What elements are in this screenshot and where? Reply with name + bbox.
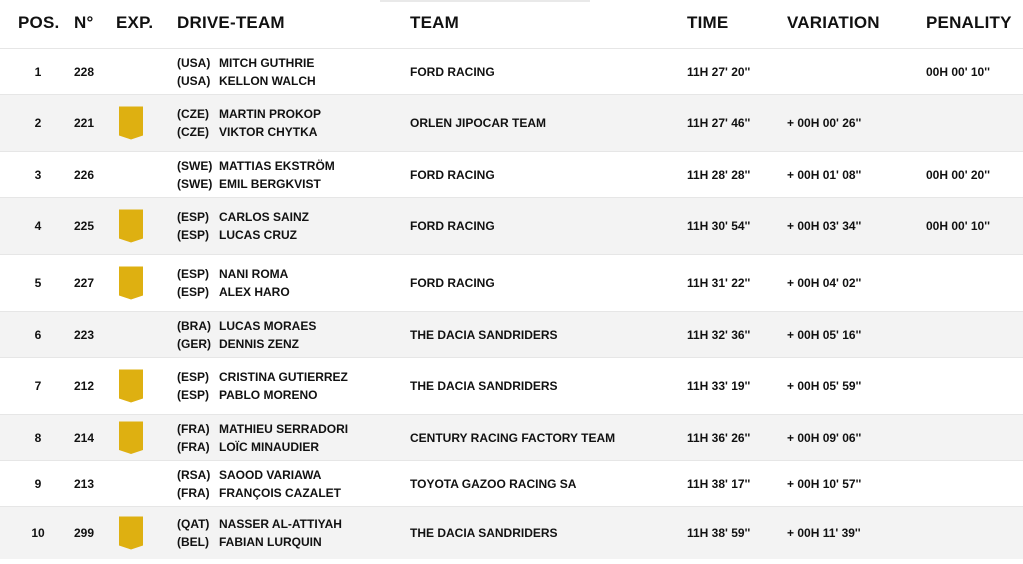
- position-cell: 5: [34, 276, 42, 290]
- driver-nationality: (ESP): [177, 228, 210, 242]
- driver-line: [177, 466, 341, 484]
- header-team: TEAM: [410, 13, 459, 32]
- expert-flag-icon: [119, 370, 143, 403]
- expert-flag-icon: [119, 517, 143, 550]
- header-variation: VARIATION: [787, 13, 880, 32]
- driver-name[interactable]: MARTIN PROKOP: [219, 107, 321, 121]
- position-cell: 2: [34, 116, 42, 130]
- driver-nationality: (FRA): [177, 485, 210, 500]
- expert-flag-icon: [119, 210, 143, 243]
- variation-cell: + 00H 03' 34'': [787, 219, 862, 233]
- driver-name[interactable]: EMIL BERGKVIST: [219, 176, 321, 191]
- driver-line: [177, 283, 290, 301]
- driver-name[interactable]: NASSER AL-ATTIYAH: [219, 517, 342, 531]
- drivers-cell: [177, 265, 290, 301]
- expert-cell: [119, 467, 143, 500]
- drivers-cell: [177, 208, 309, 244]
- time-cell: 11H 30' 54'': [687, 219, 751, 233]
- penalty-cell: 00H 00' 20'': [926, 167, 990, 182]
- expert-cell: [119, 267, 143, 300]
- team-cell: ORLEN JIPOCAR TEAM: [410, 116, 547, 130]
- expert-cell: [119, 55, 143, 88]
- expert-flag-icon: [119, 267, 143, 300]
- driver-line: [177, 484, 341, 502]
- expert-cell: [119, 318, 143, 351]
- table-row[interactable]: [0, 311, 1023, 357]
- header-penalty: PENALITY: [926, 13, 1012, 32]
- position-cell: 1: [34, 64, 42, 79]
- drivers-cell: [177, 368, 348, 404]
- driver-line: [177, 157, 335, 175]
- position-cell: 9: [34, 476, 42, 491]
- driver-nationality: (BEL): [177, 535, 209, 549]
- expert-flag-icon: [119, 107, 143, 140]
- driver-line: [177, 420, 348, 438]
- team-cell: THE DACIA SANDRIDERS: [410, 327, 558, 342]
- table-row[interactable]: [0, 197, 1023, 254]
- driver-name[interactable]: LUCAS MORAES: [219, 318, 317, 333]
- time-cell: 11H 31' 22'': [687, 276, 751, 290]
- car-number-cell: 214: [74, 430, 95, 445]
- table-row[interactable]: [0, 506, 1023, 559]
- driver-nationality: (CZE): [177, 107, 209, 121]
- driver-line: [177, 515, 342, 533]
- driver-line: [177, 438, 348, 456]
- drivers-cell: [177, 157, 335, 193]
- table-row[interactable]: [0, 357, 1023, 414]
- expert-cell: [119, 370, 143, 403]
- driver-nationality: (ESP): [177, 370, 210, 384]
- header-drive-team: DRIVE-TEAM: [177, 13, 285, 32]
- driver-line: [177, 335, 316, 353]
- driver-nationality: (QAT): [177, 517, 210, 531]
- drivers-cell: [177, 54, 316, 90]
- driver-name[interactable]: MATTIAS EKSTRÖM: [219, 158, 335, 173]
- driver-nationality: (FRA): [177, 421, 210, 436]
- driver-name[interactable]: MITCH GUTHRIE: [219, 55, 315, 70]
- expert-cell: [119, 107, 143, 140]
- team-cell: TOYOTA GAZOO RACING SA: [410, 476, 577, 491]
- driver-line: [177, 317, 316, 335]
- driver-line: [177, 368, 348, 386]
- drivers-cell: [177, 420, 348, 456]
- driver-name[interactable]: PABLO MORENO: [219, 388, 318, 402]
- time-cell: 11H 27' 46'': [687, 116, 751, 130]
- time-cell: 11H 33' 19'': [687, 379, 751, 393]
- table-row[interactable]: [0, 414, 1023, 460]
- header-time: TIME: [687, 13, 729, 32]
- expert-cell: [119, 421, 143, 454]
- expert-cell: [119, 210, 143, 243]
- driver-line: [177, 265, 290, 283]
- variation-cell: + 00H 05' 16'': [787, 327, 862, 342]
- expert-cell: [119, 158, 143, 191]
- driver-line: [177, 123, 321, 141]
- position-cell: 7: [34, 379, 42, 393]
- header-number: N°: [74, 13, 94, 32]
- variation-cell: + 00H 05' 59'': [787, 379, 862, 393]
- driver-nationality: (SWE): [177, 158, 213, 173]
- time-cell: 11H 32' 36'': [687, 327, 751, 342]
- time-cell: 11H 38' 59'': [687, 526, 751, 540]
- position-cell: 6: [34, 327, 42, 342]
- driver-name[interactable]: SAOOD VARIAWA: [219, 467, 322, 482]
- team-cell: FORD RACING: [410, 64, 495, 79]
- driver-nationality: (ESP): [177, 285, 210, 299]
- position-cell: 3: [34, 167, 42, 182]
- table-row[interactable]: [0, 151, 1023, 197]
- driver-nationality: (BRA): [177, 318, 211, 333]
- car-number-cell: 225: [74, 219, 95, 233]
- driver-line: [177, 208, 309, 226]
- variation-cell: + 00H 10' 57'': [787, 476, 862, 491]
- drivers-cell: [177, 105, 321, 141]
- driver-name[interactable]: DENNIS ZENZ: [219, 336, 300, 351]
- driver-nationality: (ESP): [177, 388, 210, 402]
- car-number-cell: 299: [74, 526, 95, 540]
- expert-cell: [119, 517, 143, 550]
- driver-line: [177, 72, 316, 90]
- car-number-cell: 213: [74, 476, 95, 491]
- driver-name[interactable]: FRANÇOIS CAZALET: [219, 485, 341, 500]
- team-cell: THE DACIA SANDRIDERS: [410, 526, 558, 540]
- header-exp: EXP.: [116, 13, 154, 32]
- table-row[interactable]: [0, 254, 1023, 311]
- variation-cell: + 00H 11' 39'': [787, 526, 861, 540]
- table-body: [0, 48, 1023, 559]
- variation-cell: + 00H 09' 06'': [787, 430, 862, 445]
- car-number-cell: 226: [74, 167, 95, 182]
- driver-nationality: (ESP): [177, 267, 210, 281]
- position-cell: 8: [34, 430, 42, 445]
- team-cell: FORD RACING: [410, 167, 495, 182]
- driver-name[interactable]: CRISTINA GUTIERREZ: [219, 370, 348, 384]
- variation-cell: + 00H 00' 26'': [787, 116, 862, 130]
- driver-line: [177, 226, 309, 244]
- driver-name[interactable]: MATHIEU SERRADORI: [219, 421, 349, 436]
- driver-nationality: (ESP): [177, 210, 210, 224]
- time-cell: 11H 27' 20'': [687, 64, 751, 79]
- penalty-cell: 00H 00' 10'': [926, 219, 990, 233]
- driver-nationality: (FRA): [177, 439, 210, 454]
- table-row[interactable]: [0, 460, 1023, 506]
- driver-name[interactable]: ALEX HARO: [219, 285, 290, 299]
- table-row[interactable]: [0, 94, 1023, 151]
- header-pos: POS.: [18, 13, 60, 32]
- position-cell: 4: [34, 219, 42, 233]
- driver-line: [177, 533, 342, 551]
- time-cell: 11H 28' 28'': [687, 167, 751, 182]
- variation-cell: + 00H 01' 08'': [787, 167, 862, 182]
- drivers-cell: [177, 317, 316, 353]
- table-header: [0, 0, 1023, 48]
- time-cell: 11H 36' 26'': [687, 430, 751, 445]
- driver-nationality: (GER): [177, 336, 211, 351]
- drivers-cell: [177, 466, 341, 502]
- variation-cell: + 00H 04' 02'': [787, 276, 862, 290]
- driver-name[interactable]: LUCAS CRUZ: [219, 228, 297, 242]
- car-number-cell: 221: [74, 116, 95, 130]
- team-cell: THE DACIA SANDRIDERS: [410, 379, 558, 393]
- team-cell: CENTURY RACING FACTORY TEAM: [410, 430, 616, 445]
- car-number-cell: 227: [74, 276, 95, 290]
- car-number-cell: 223: [74, 327, 95, 342]
- table-row[interactable]: [0, 48, 1023, 94]
- penalty-cell: 00H 00' 10'': [926, 64, 990, 79]
- driver-nationality: (SWE): [177, 176, 213, 191]
- driver-name[interactable]: VIKTOR CHYTKA: [219, 125, 318, 139]
- driver-line: [177, 105, 321, 123]
- driver-nationality: (RSA): [177, 467, 211, 482]
- driver-nationality: (USA): [177, 55, 211, 70]
- position-cell: 10: [31, 526, 45, 540]
- driver-nationality: (CZE): [177, 125, 209, 139]
- team-cell: FORD RACING: [410, 219, 495, 233]
- driver-line: [177, 54, 316, 72]
- car-number-cell: 228: [74, 64, 95, 79]
- driver-name[interactable]: CARLOS SAINZ: [219, 210, 309, 224]
- expert-flag-icon: [119, 421, 143, 454]
- time-cell: 11H 38' 17'': [687, 476, 751, 491]
- driver-line: [177, 175, 335, 193]
- driver-name[interactable]: LOÏC MINAUDIER: [219, 439, 319, 454]
- driver-name[interactable]: FABIAN LURQUIN: [219, 535, 322, 549]
- driver-nationality: (USA): [177, 73, 211, 88]
- car-number-cell: 212: [74, 379, 95, 393]
- team-cell: FORD RACING: [410, 276, 495, 290]
- driver-line: [177, 386, 348, 404]
- driver-name[interactable]: KELLON WALCH: [219, 73, 316, 88]
- drivers-cell: [177, 515, 342, 551]
- driver-name[interactable]: NANI ROMA: [219, 267, 289, 281]
